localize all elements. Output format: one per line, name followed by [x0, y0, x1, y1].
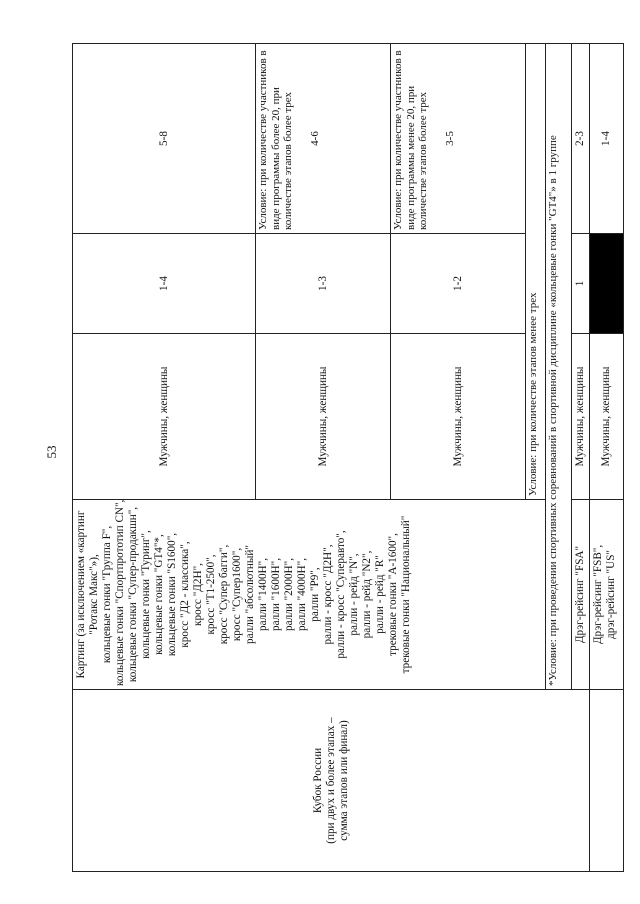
- places-value: 4-6: [308, 131, 321, 146]
- discipline-item: ралли - рейд "R": [374, 555, 386, 634]
- discipline-item: ралли "2000Н",: [283, 558, 295, 631]
- condition-cell: Условие: при количестве этапов менее трех: [526, 44, 546, 500]
- discipline-item: кольцевые гонки "S1600",: [166, 532, 178, 657]
- rotated-table-content: [72, 44, 617, 872]
- competition-cell: [73, 690, 590, 872]
- discipline-item: Дрэг-рейсинг "FSB",: [592, 544, 604, 645]
- table-row: [590, 44, 624, 872]
- discipline-item: кросс "Т1-2500",: [205, 554, 217, 635]
- places-cell: 5-8: [73, 44, 256, 234]
- condition-text: Условие: при количестве участников в виде программы менее 20, при количестве этапов более трех: [392, 50, 429, 230]
- discipline-cell: [590, 500, 624, 690]
- gender-cell: Мужчины, женщины: [572, 334, 590, 500]
- discipline-item: кольцевые гонки "Спортпрототип CN",: [114, 499, 126, 686]
- places-cell: 1: [572, 234, 590, 334]
- places-value: 1-3: [316, 276, 329, 291]
- discipline-item: ралли - рейд "N2",: [361, 550, 373, 639]
- gender-cell: Мужчины, женщины: [391, 334, 526, 500]
- gender-cell: Мужчины, женщины: [73, 334, 256, 500]
- places-cell: [256, 234, 391, 334]
- discipline-item: кольцевые гонки "Туринг",: [140, 530, 152, 659]
- shaded-cell: [590, 234, 624, 334]
- condition-cell: [256, 44, 391, 234]
- discipline-item: Картинг (за исключением «картинг: [75, 510, 87, 679]
- discipline-item: ралли "1600Н",: [270, 558, 282, 631]
- discipline-item: ралли "4000Н",: [296, 558, 308, 631]
- discipline-list-cell: [73, 500, 546, 690]
- discipline-item: трековые гонки "А-1600",: [387, 533, 399, 656]
- discipline-item: кросс "Супер багги",: [218, 544, 230, 645]
- discipline-item: кольцевые гонки "Супер-продакшн",: [127, 506, 139, 683]
- places-value: 3-5: [443, 131, 456, 146]
- condition-cell: [391, 44, 526, 234]
- footnote-cell: *Условие: при проведении спортивных соревнований в спортивной дисциплине «кольцевые гонки "GT4"» в 1 группе: [546, 44, 572, 690]
- places-cell: 2-3: [572, 44, 590, 234]
- places-cell: 1-4: [73, 234, 256, 334]
- discipline-cell: Дрэг-рейсинг "FSA": [572, 500, 590, 690]
- condition-text: Условие: при количестве участников в виде программы более 20, при количестве этапов более трех: [257, 50, 294, 230]
- discipline-item: кольцевые гонки "GT4"*,: [153, 534, 165, 655]
- discipline-item: ралли "абсолютный": [244, 545, 256, 644]
- competition-name: Кубок России: [311, 747, 324, 814]
- discipline-item: ралли - рейд "N",: [348, 553, 360, 636]
- places-cell: 1-2: [391, 234, 526, 334]
- discipline-item: кольцевые гонки "Группа F",: [101, 525, 113, 664]
- rotated-table-frame: [72, 44, 617, 872]
- discipline-item: кросс "Супер1600",: [231, 547, 243, 642]
- sports-ranking-table: [72, 43, 624, 872]
- discipline-item: ралли "1400Н",: [257, 558, 269, 631]
- discipline-item: ралли - кросс "Д2Н",: [322, 544, 334, 645]
- competition-note: сумма этапов или финал): [337, 720, 350, 841]
- page-number: 53: [44, 445, 59, 459]
- discipline-item: ралли - кросс "Суперавто",: [335, 530, 347, 659]
- discipline-item: дрэг-рейсинг "US": [605, 550, 617, 639]
- gender-cell: Мужчины, женщины: [590, 334, 624, 500]
- discipline-item: кросс "Д2Н",: [192, 563, 204, 626]
- empty-cell: [590, 690, 624, 872]
- table-row: [73, 44, 256, 872]
- discipline-item: кросс "Д2 - классика",: [179, 541, 191, 648]
- gender-cell: Мужчины, женщины: [256, 334, 391, 500]
- competition-note: (при двух и более этапах –: [324, 717, 337, 844]
- discipline-item: трековые гонки "Национальный": [400, 515, 412, 674]
- places-cell: 1-4: [590, 44, 624, 234]
- discipline-item: "Ротакс Макс"»),: [88, 554, 100, 635]
- discipline-item: ралли "Р9",: [309, 567, 321, 622]
